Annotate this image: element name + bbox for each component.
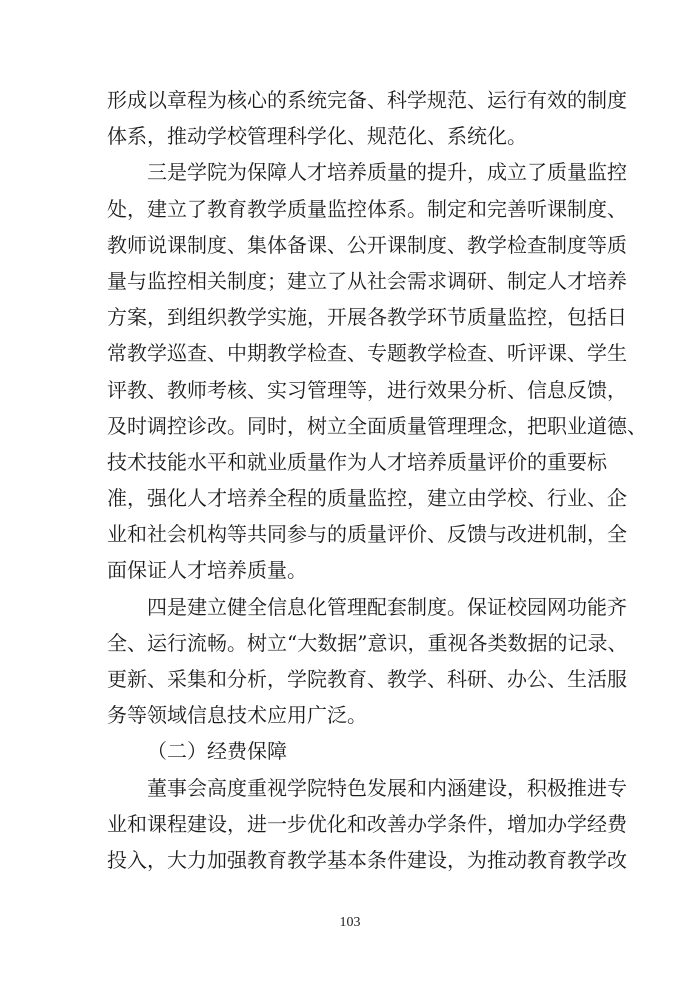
text-line: 技术技能水平和就业质量作为人才培养质量评价的重要标 bbox=[107, 449, 607, 474]
text-line: 全、运行流畅。树立“大数据”意识，重视各类数据的记录、 bbox=[107, 630, 628, 655]
text-line: 方案，到组织教学实施，开展各教学环节质量监控，包括日 bbox=[107, 305, 627, 330]
text-line: 及时调控诊改。同时，树立全面质量管理理念，把职业道德、 bbox=[107, 413, 647, 438]
text-line: 业和社会机构等共同参与的质量评价、反馈与改进机制，全 bbox=[107, 522, 627, 547]
text-line: 更新、采集和分析，学院教育、教学、科研、办公、生活服 bbox=[107, 667, 627, 691]
text-line: 体系，推动学校管理科学化、规范化、系统化。 bbox=[107, 124, 527, 149]
text-line: 业和课程建设，进一步优化和改善办学条件，增加办学经费 bbox=[107, 811, 627, 836]
text-line: 准，强化人才培养全程的质量监控，建立由学校、行业、企 bbox=[107, 486, 627, 511]
text-line: 教师说课制度、集体备课、公开课制度、教学检查制度等质 bbox=[107, 232, 627, 257]
text-line: 面保证人才培养质量。 bbox=[107, 558, 307, 583]
paragraph-start-line: 四是建立健全信息化管理配套制度。保证校园网功能齐 bbox=[147, 594, 627, 619]
section-heading: （二）经费保障 bbox=[147, 739, 287, 764]
text-line: 处，建立了教育教学质量监控体系。制定和完善听课制度、 bbox=[107, 196, 627, 221]
text-line: 常教学巡查、中期教学检查、专题教学检查、听评课、学生 bbox=[107, 341, 627, 366]
text-line: 量与监控相关制度；建立了从社会需求调研、制定人才培养 bbox=[107, 268, 627, 293]
paragraph-start-line: 董事会高度重视学院特色发展和内涵建设，积极推进专 bbox=[147, 775, 627, 800]
paragraph-start-line: 三是学院为保障人才培养质量的提升，成立了质量监控 bbox=[147, 160, 627, 185]
text-line: 务等领域信息技术应用广泛。 bbox=[107, 703, 367, 728]
text-line: 投入，大力加强教育教学基本条件建设，为推动教育教学改 bbox=[107, 847, 627, 872]
page-number: 103 bbox=[339, 915, 361, 930]
text-line: 形成以章程为核心的系统完备、科学规范、运行有效的制度 bbox=[107, 88, 627, 112]
body-text bbox=[107, 82, 647, 878]
text-line: 评教、教师考核、实习管理等，进行效果分析、信息反馈， bbox=[107, 377, 627, 402]
